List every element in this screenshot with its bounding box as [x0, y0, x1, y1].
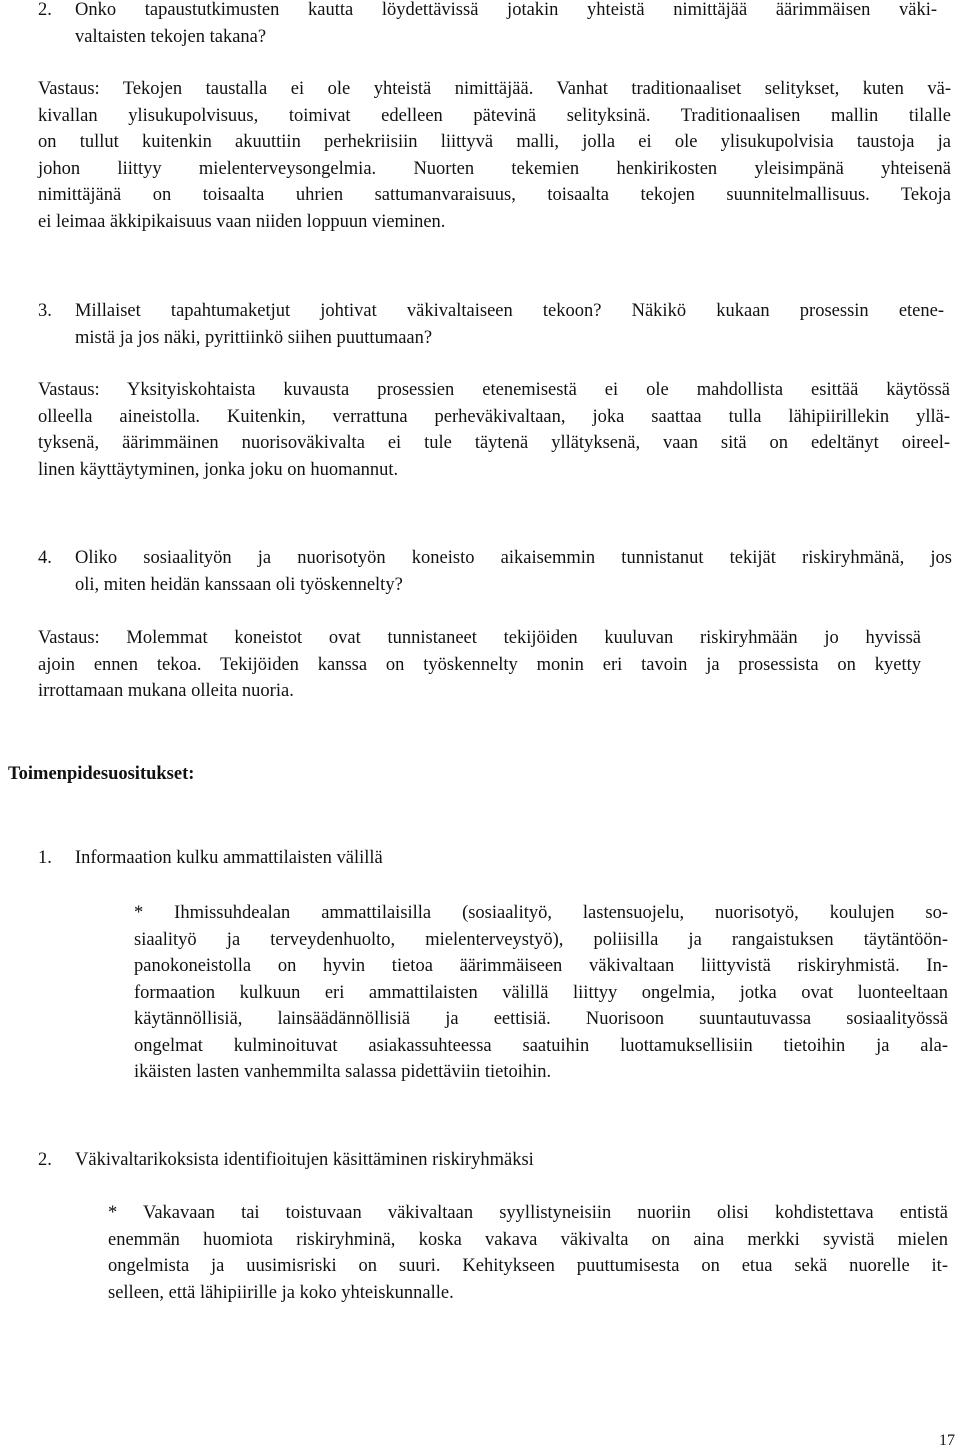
text-line: nimittäjänä on toisaalta uhrien sattumanvaraisuus, toisaalta tekojen suunnitelmallisuus. Tekoja — [38, 185, 951, 205]
text-line: * Ihmissuhdealan ammattilaisilla (sosiaalityö, lastensuojelu, nuorisotyö, koulujen so- — [134, 903, 948, 923]
section-heading: Toimenpidesuositukset: — [8, 764, 195, 784]
text-line: Millaiset tapahtumaketjut johtivat väkivaltaiseen tekoon? Näkikö kukaan prosessin etene- — [75, 301, 944, 321]
text-line: Onko tapaustutkimusten kautta löydettävissä jotakin yhteistä nimittäjää äärimmäisen väki- — [75, 0, 937, 20]
question-text — [75, 0, 937, 50]
recommendation-body — [134, 900, 948, 1086]
text-line: Vastaus: Yksityiskohtaista kuvausta prosessien etenemisestä ei ole mahdollista esittää käytössä — [38, 380, 950, 400]
text-line: Vastaus: Tekojen taustalla ei ole yhteistä nimittäjää. Vanhat traditionaaliset selitykset, kuten vä- — [38, 79, 951, 99]
question-number: 3. — [38, 301, 52, 321]
text-line: olleella aineistolla. Kuitenkin, verrattuna perheväkivaltaan, joka saattaa tulla lähipiirillekin yllä- — [38, 406, 950, 427]
recommendation-title: Informaation kulku ammattilaisten välillä — [75, 848, 383, 868]
answer-paragraph — [38, 625, 921, 705]
text-line: linen käyttäytyminen, jonka joku on huomannut. — [38, 459, 399, 480]
text-line: kivallan ylisukupolvisuus, toimivat edelleen pätevinä selityksinä. Traditionaalisen mallin tilalle — [38, 105, 951, 126]
text-line: enemmän huomiota riskiryhminä, koska vakava väkivalta on aina merkki syvistä mielen — [108, 1229, 948, 1250]
text-line: selleen, että lähipiirille ja koko yhteiskunnalle. — [108, 1282, 454, 1303]
text-line: käytännöllisiä, lainsäädännöllisiä ja eettisiä. Nuorisoon suuntautuvassa sosiaalityössä — [134, 1009, 948, 1029]
text-line: ongelmat kulminoituvat asiakassuhteessa saatuihin luottamuksellisiin tietoihin ja ala- — [134, 1035, 948, 1056]
text-line: ikäisten lasten vanhemmilta salassa pidettäviin tietoihin. — [134, 1062, 552, 1082]
text-line: johon liittyy mielenterveysongelmia. Nuorten tekemien henkirikosten yleisimpänä yhteisenä — [38, 158, 951, 179]
text-line: * Vakavaan tai toistuvaan väkivaltaan syyllistyneisiin nuoriin olisi kohdistettava entistä — [108, 1203, 948, 1223]
text-line: siaalityö ja terveydenhuolto, mielenterveystyö), poliisilla ja rangaistuksen täytäntöön- — [134, 929, 948, 950]
text-line: on tullut kuitenkin akuuttiin perhekriisiin liittyvä malli, jolla ei ole ylisukupolvisia taustoja ja — [38, 132, 951, 152]
recommendation-body — [108, 1200, 948, 1306]
question-number: 2. — [38, 0, 52, 20]
question-text — [75, 545, 952, 598]
text-line: tyksenä, äärimmäinen nuorisoväkivalta ei tule täytenä yllätyksenä, vaan sitä on edeltänyt oireel- — [38, 433, 950, 453]
text-line: panokoneistolla on hyvin tietoa äärimmäiseen väkivaltaan liittyvistä riskiryhmistä. In- — [134, 956, 948, 976]
text-line: formaation kulkuun eri ammattilaisten välillä liittyy ongelmia, jotka ovat luonteeltaan — [134, 982, 948, 1003]
recommendation-number: 2. — [38, 1150, 52, 1170]
text-line: valtaisten tekojen takana? — [75, 26, 267, 47]
text-line: irrottamaan mukana olleita nuoria. — [38, 681, 294, 701]
text-line: ongelmista ja uusimisriski on suuri. Kehitykseen puuttumisesta on etua sekä nuorelle it- — [108, 1256, 948, 1276]
question-number: 4. — [38, 548, 52, 568]
text-line: ajoin ennen tekoa. Tekijöiden kanssa on työskennelty monin eri tavoin ja prosessista on kyetty — [38, 654, 921, 675]
text-line: ei leimaa äkkipikaisuus vaan niiden loppuun vieminen. — [38, 211, 446, 232]
recommendation-title: Väkivaltarikoksista identifioitujen käsittäminen riskiryhmäksi — [75, 1150, 534, 1170]
text-line: Oliko sosiaalityön ja nuorisotyön koneisto aikaisemmin tunnistanut tekijät riskiryhmänä, jos — [75, 548, 952, 568]
answer-paragraph — [38, 377, 950, 483]
text-line: Vastaus: Molemmat koneistot ovat tunnistaneet tekijöiden kuuluvan riskiryhmään jo hyvissä — [38, 628, 921, 648]
text-line: mistä ja jos näki, pyrittiinkö siihen puuttumaan? — [75, 327, 433, 348]
recommendation-number: 1. — [38, 848, 52, 868]
answer-paragraph — [38, 76, 951, 235]
text-line: oli, miten heidän kanssaan oli työskennelty? — [75, 574, 403, 595]
page-number: 17 — [939, 1432, 955, 1449]
question-text — [75, 298, 944, 351]
